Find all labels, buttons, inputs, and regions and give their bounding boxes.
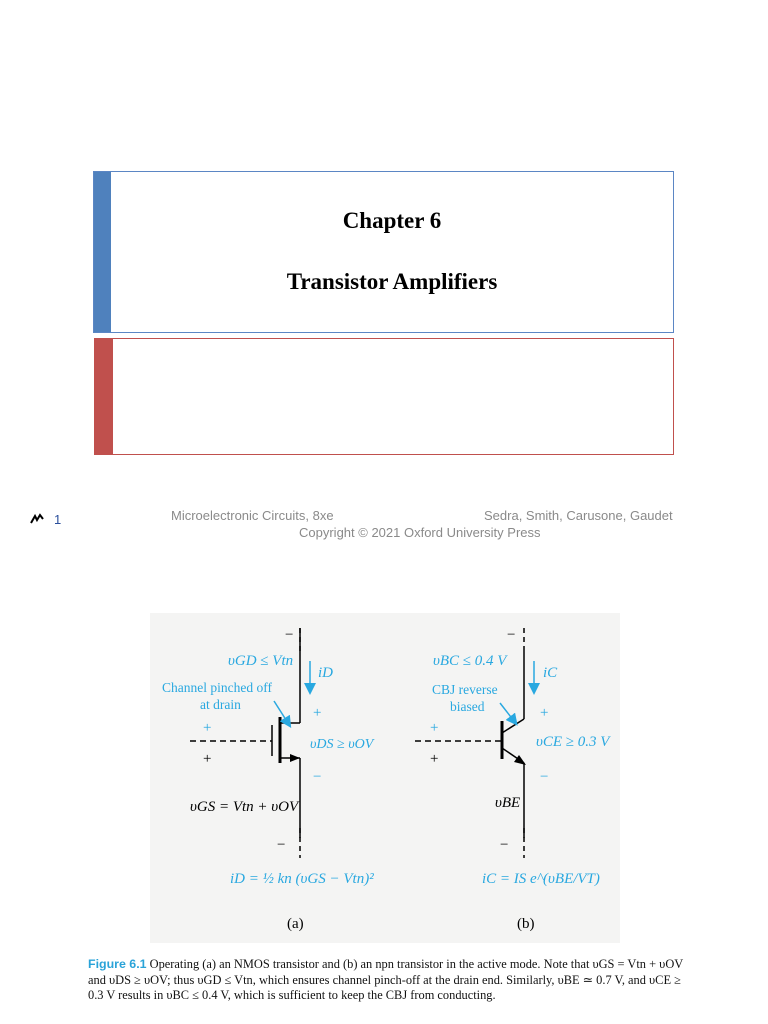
page-number: 1	[54, 512, 62, 527]
nmos-pinch-line2: at drain	[200, 697, 241, 712]
nmos-vds-minus: −	[313, 769, 322, 785]
npn-vce-minus: −	[540, 769, 549, 785]
nmos-vgs-label: υGS = Vtn + υOV	[190, 799, 299, 815]
figure-6-1	[150, 613, 620, 943]
content-accent-bar	[95, 339, 113, 454]
chapter-subtitle: Transistor Amplifiers	[286, 269, 498, 294]
title-accent-bar	[94, 172, 111, 332]
npn-vbc-label: υBC ≤ 0.4 V	[433, 653, 507, 669]
title-slide-box	[93, 171, 674, 333]
npn-cbj-line2: biased	[450, 699, 485, 714]
npn-cbj-line1: CBJ reverse	[432, 682, 498, 697]
nmos-equation: iD = ½ kn (υGS − Vtn)²	[230, 871, 374, 887]
nmos-gate-plus: +	[203, 751, 212, 767]
content-slide-box	[94, 338, 674, 455]
page-link-icon[interactable]	[30, 513, 46, 525]
nmos-vgs-plus: +	[203, 720, 212, 736]
nmos-top-minus: −	[285, 627, 294, 643]
npn-vce-plus: +	[540, 705, 549, 721]
npn-bottom-minus: −	[500, 837, 509, 853]
figure-b-label: (b)	[517, 916, 535, 932]
nmos-id-label: iD	[318, 665, 333, 681]
footer-book: Microelectronic Circuits, 8xe	[171, 508, 334, 523]
npn-ic-label: iC	[543, 665, 558, 681]
chapter-title: Chapter 6	[342, 208, 442, 233]
nmos-vds-plus: +	[313, 705, 322, 721]
npn-top-minus: −	[507, 627, 516, 643]
footer-authors: Sedra, Smith, Carusone, Gaudet	[484, 508, 673, 523]
figure-a-label: (a)	[287, 916, 304, 932]
npn-vbe-label: υBE	[495, 795, 521, 811]
npn-vbe-plus: +	[430, 720, 439, 736]
figure-caption	[88, 957, 684, 1004]
npn-vce-label: υCE ≥ 0.3 V	[536, 734, 610, 750]
caption-text: Operating (a) an NMOS transistor and (b) an npn transistor in the active mode. Note that υGS = Vtn + υOV and υDS ≥ υOV; thus υGD ≤ Vtn, which ensures channel pinch-off at the drain end. Similarly, υBE ≃ 0.7 V, and υCE ≥ 0.3 V results in υBC ≤ 0.4 V, which is sufficient to keep the CBJ from conducting.	[88, 957, 683, 1002]
nmos-vds-label: υDS ≥ υOV	[310, 737, 374, 752]
npn-equation: iC = IS e^(υBE/VT)	[482, 871, 600, 887]
footer-copyright: Copyright © 2021 Oxford University Press	[299, 525, 541, 540]
nmos-bottom-minus: −	[277, 837, 286, 853]
nmos-vgd-label: υGD ≤ Vtn	[228, 653, 294, 669]
caption-label: Figure 6.1	[88, 957, 147, 971]
nmos-pinch-line1: Channel pinched off	[162, 680, 272, 695]
npn-base-plus: +	[430, 751, 439, 767]
